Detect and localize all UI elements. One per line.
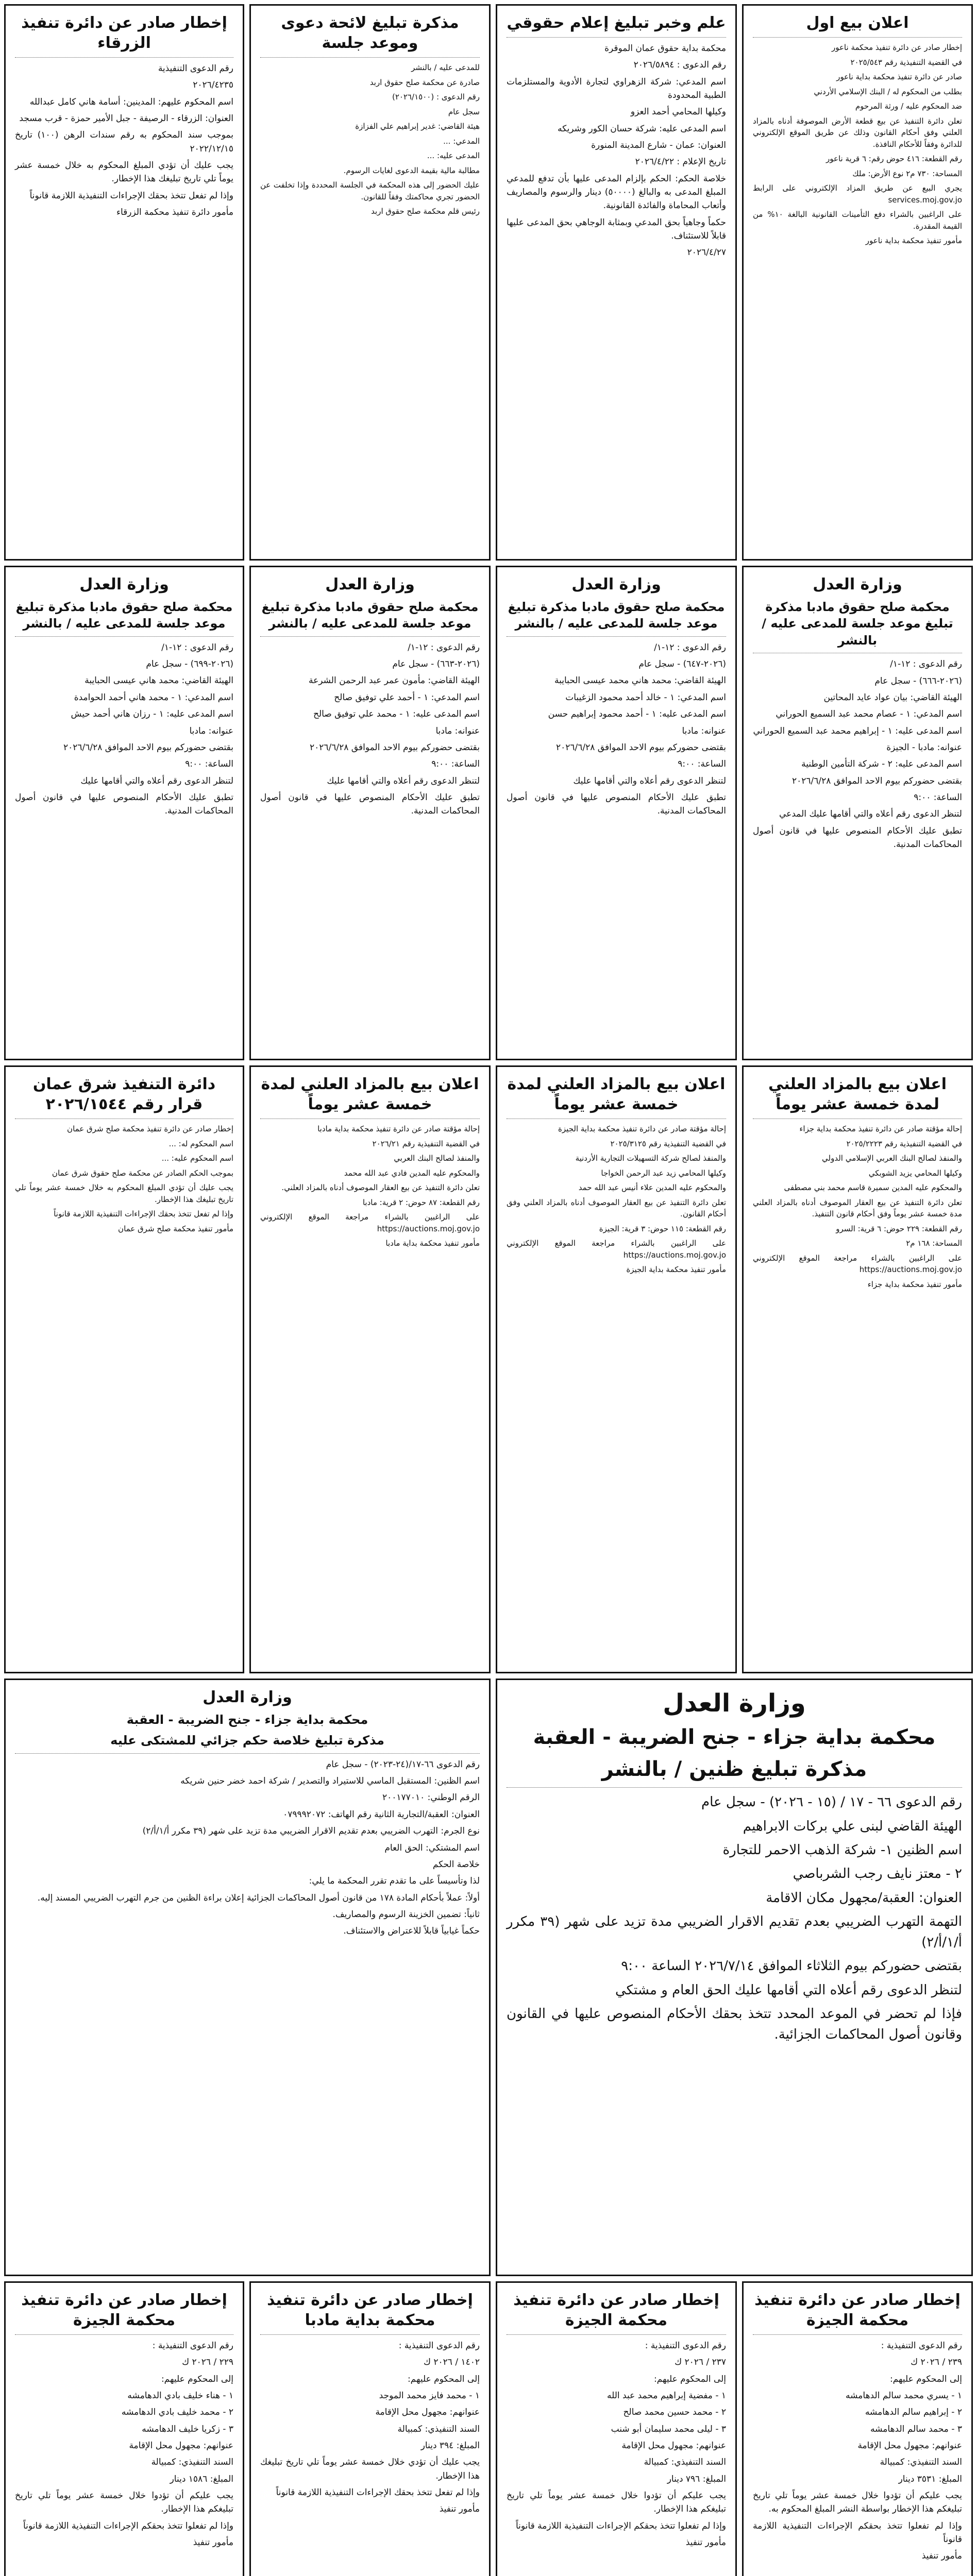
notice-line: ٣ - محمد سالم الدهامشه [870, 2424, 962, 2434]
notice-separator [15, 57, 233, 58]
notice-line: اسم المحكوم عليه: ... [161, 1154, 233, 1163]
notice-line: ٢٣٧ / ٢٠٢٦ ك [675, 2357, 726, 2368]
notice-line: رقم الدعوى : (٢٠٢٦/١٥٠٠) [392, 92, 480, 101]
notice-line: المبلغ: ٣٩٤ دينار [420, 2441, 480, 2451]
notice-subtitle: محكمة صلح حقوق مادبا مذكرة تبليغ موعد جلسة للمدعى عليه / بالنشر [261, 600, 479, 631]
notice-line: يجري البيع عن طريق المزاد الإلكتروني على الرابط services.moj.gov.jo [753, 183, 962, 205]
notice-line: ٣ - زكريا خليف الدهامشه [142, 2424, 233, 2434]
notice-line: رقم الدعوى التنفيذية : [398, 2341, 480, 2351]
notice-line: رقم الدعوى : ١٢-١/ [654, 642, 726, 653]
notice-line: وإذا لم تفعلوا تتخذ بحقكم الإجراءات التنفيذية اللازمة قانوناً [23, 2520, 233, 2531]
notice-line: العنوان: العقبة/مجهول مكان الاقامة [766, 1890, 962, 1906]
notice-line: الساعة: ٩:٠٠ [678, 759, 726, 770]
notice-line: مأمور تنفيذ [439, 2504, 480, 2515]
notice-line: ٢٠٢٦/٤/٢٧ [687, 247, 726, 258]
notice-title: اعلان بيع بالمزاد العلني لمدة خمسة عشر يوماً [768, 1075, 947, 1113]
notice-line: تعلن دائرة التنفيذ عن بيع العقار الموصوف أدناه بالمزاد العلني مدة خمسة عشر يوماً وفق أحكام قانون التنفيذ. [753, 1197, 962, 1218]
notice-line: رقم الدعوى : ١٢-١/ [161, 642, 233, 653]
notice-line: يجب عليك أن تؤدي المبلغ المحكوم به خلال خمسة عشر يوماً تلي تاريخ تبليغك هذا الإخطار. [15, 160, 233, 184]
notice-n4 [4, 4, 244, 561]
notice-n8 [4, 566, 244, 1060]
notice-separator [15, 636, 233, 637]
notice-line: ١٤٠٢ / ٢٠٢٦ ك [423, 2357, 480, 2368]
notice-separator [260, 2334, 480, 2335]
notice-line: بقتضى حضوركم بيوم الاحد الموافق ٢٠٢٦/٦/٢٨ [63, 742, 233, 753]
notice-line: الهيئة القاضي: محمد هاني عيسى الحبايبة [85, 675, 233, 686]
notice-separator [15, 1753, 480, 1754]
notice-line: اسم المحكوم له: ... [169, 1139, 233, 1148]
notice-line: السند التنفيذي: كمبيالة [880, 2457, 962, 2468]
notice-line: رقم القطعة: ٨٧ حوض: ٢ قرية: مادبا [362, 1197, 480, 1207]
notice-line: ثانياً: تضمين الخزينة الرسوم والمصاريف. [332, 1909, 480, 1920]
notice-separator [15, 1118, 233, 1119]
notice-line: والمحكوم عليه المدين فادي عبد الله محمد [344, 1168, 480, 1178]
notice-line: مأمور تنفيذ محكمة بداية الجيزة [626, 1265, 726, 1274]
notice-line: عنوانه: مادبا [682, 725, 726, 736]
notice-line: تطبق عليك الأحكام المنصوص عليها في قانون أصول المحاكمات المدنية. [753, 825, 962, 850]
notice-line: لتنظر الدعوى رقم أعلاه التي أقامها عليك الحق العام و مشتكي [615, 1982, 962, 1998]
notice-line: إخطار صادر عن دائرة تنفيذ محكمة صلح شرق عمان [67, 1124, 233, 1133]
notice-line: مأمور تنفيذ [685, 2537, 726, 2548]
notice-line: تعلن دائرة التنفيذ عن بيع العقار الموصوف أدناه بالمزاد العلني وفق أحكام القانون. [507, 1197, 726, 1218]
notice-line: العنوان: عمان - شارع المدينة المنورة [591, 140, 726, 151]
notice-line: (٢٠٢٦-٦٦٦) - سجل عام [874, 675, 962, 686]
notice-title: إخطار صادر عن دائرة تنفيذ محكمة الجيزة [754, 2291, 961, 2329]
notice-line: يجب عليك أن تؤدي المبلغ المحكوم به خلال خمسة عشر يوماً تلي تاريخ تبليغك هذا الإخطار. [15, 1183, 233, 1204]
notice-line: السند التنفيذي: كمبيالة [151, 2457, 233, 2468]
notice-line: وإذا لم تفعل تتخذ بحقك الإجراءات التنفيذية اللازمة قانوناً [276, 2487, 480, 2498]
notice-line: يجب عليكم أن تؤدوا خلال خمسة عشر يوماً تلي تاريخ تبليغكم هذا الإخطار بواسطة النشر المبلغ المحكوم به. [753, 2490, 962, 2515]
notice-line: والمحكوم عليه المدين سميرة قاسم محمد بني مصطفى [784, 1183, 962, 1192]
notice-line: تعلن دائرة التنفيذ عن بيع قطعة الأرض الموصوفة أدناه بالمزاد العلني وفق أحكام القانون وذلك عن طريق الموقع الإلكتروني للدائرة وفقاً للأحكام النافذة. [753, 116, 962, 149]
notice-subtitle: محكمة بداية جزاء - جنح الضريبة - العقبة [126, 1713, 368, 1727]
notice-n16 [496, 2281, 737, 2576]
notice-line: اسم المدعي: ١ - محمد هاني أحمد الحوامدة [74, 692, 233, 703]
notice-line: ٢٣٩ / ٢٠٢٦ ك [911, 2357, 962, 2368]
notice-separator [15, 2334, 233, 2335]
notice-line: عنوانه: مادبا [189, 725, 233, 736]
notice-line: أولاً: عملاً بأحكام المادة ١٧٨ من قانون أصول المحاكمات الجزائية إعلان براءة الظنين من جرم التهرب الضريبي المسند إليه. [37, 1892, 480, 1903]
notice-line: رقم القطعة: ١١٥ حوض: ٣ قرية: الجيزة [599, 1224, 726, 1233]
notice-n17 [249, 2281, 491, 2576]
notice-line: عنوانهم: مجهول محل الإقامة [621, 2441, 726, 2451]
notice-n7 [249, 566, 491, 1060]
notice-n18 [4, 2281, 244, 2576]
notice-line: اسم المشتكي: الحق العام [384, 1842, 480, 1853]
notice-line: ٣ - ليلى محمد سليمان أبو شنب [611, 2424, 726, 2434]
notice-line: ٢ - معتز نايف رجب الشرباصي [793, 1866, 962, 1882]
notice-line: إخطار صادر عن دائرة تنفيذ محكمة ناعور [831, 43, 962, 52]
notice-line: في القضية التنفيذية رقم ٢٠٢٥/٥٤٣ [850, 57, 962, 67]
notice-subtitle: محكمة بداية جزاء - جنح الضريبة - العقبة [533, 1725, 936, 1750]
notice-line: رقم القطعة: ٤١٦ حوض رقم: ٦ قرية ناعور [826, 154, 962, 163]
notice-line: وإذا لم تفعلوا تتخذ بحقكم الإجراءات التنفيذية اللازمة قانوناً [516, 2520, 726, 2531]
notice-line: رقم الدعوى التنفيذية [158, 63, 233, 74]
notice-line: نوع الجرم: التهرب الضريبي بعدم تقديم الاقرار الضريبي مدة تزيد على شهر (٣٩ مكرر أ/١/أ/٢) [142, 1826, 480, 1837]
notice-line: وإذا لم تفعل تتخذ بحقك الإجراءات التنفيذية اللازمة قانوناً [29, 190, 233, 201]
notice-line: وإذا لم تفعلوا تتخذ بحقكم الإجراءات التنفيذية اللازمة قانوناً [753, 2520, 962, 2545]
notice-subtitle: محكمة صلح حقوق مادبا مذكرة تبليغ موعد جلسة للمدعى عليه / بالنشر [762, 600, 953, 648]
notice-line: بموجب سند المحكوم به رقم سندات الرهن (١٠٠) تاريخ ٢٠٢٢/١٢/١٥ [15, 130, 233, 154]
notice-title: اعلان بيع اول [806, 14, 909, 32]
notice-line: رقم الدعوى ٦٦ - ١٧ / (١٥ - ٢٠٢٦) - سجل عام [701, 1794, 962, 1810]
notice-line: بقتضى حضوركم بيوم الاحد الموافق ٢٠٢٦/٦/٢٨ [556, 742, 726, 753]
notice-separator [753, 1118, 962, 1119]
notice-line: رقم الدعوى التنفيذية : [152, 2341, 233, 2351]
notice-line: حكماً غيابياً قابلاً للاعتراض والاستئناف. [343, 1926, 480, 1937]
notice-title: إخطار صادر عن دائرة تنفيذ محكمة الجيزة [513, 2291, 719, 2329]
notice-subtitle-2: مذكرة تبليغ ظنين / بالنشر [601, 1757, 867, 1782]
notice-line: (٢٠٢٦-٦٦٣) - سجل عام [392, 659, 480, 670]
notice-line: اسم المحكوم عليهم: المدينين: أسامة هاني كامل عبدالله [29, 96, 233, 107]
notice-line: مأمور تنفيذ محكمة بداية ناعور [865, 236, 962, 245]
notice-line: رقم الدعوى التنفيذية : [645, 2341, 726, 2351]
notice-line: يجب عليكم أن تؤدوا خلال خمسة عشر يوماً تلي تاريخ تبليغكم هذا الإخطار. [507, 2490, 726, 2515]
notice-line: الهيئة القاضي: محمد هاني محمد عيسى الحبايبة [554, 675, 726, 686]
notice-line: لذا وتأسيساً على ما تقدم تقرر المحكمة ما يلي: [309, 1876, 480, 1887]
notice-line: المساحة: ١٦٨ م٢ [906, 1239, 962, 1248]
notice-title: مذكرة تبليغ لائحة دعوى وموعد جلسة [281, 14, 459, 52]
notice-line: تطبق عليك الأحكام المنصوص عليها في قانون أصول المحاكمات المدنية. [15, 792, 233, 817]
notice-title: اعلان بيع بالمزاد العلني لمدة خمسة عشر يوماً [507, 1075, 726, 1113]
notice-title: وزارة العدل [663, 1689, 806, 1718]
notice-separator [753, 2334, 962, 2335]
notice-line: الساعة: ٩:٠٠ [431, 759, 480, 770]
notice-line: اسم المدعي: ١ - عصام محمد عبد السميع الحوراني [776, 709, 962, 720]
notice-n13 [496, 1679, 973, 2276]
notice-line: السند التنفيذي: كمبيالة [397, 2424, 480, 2434]
notice-line: المدعي: ... [443, 136, 480, 146]
notice-line: ٢٠٢٦/٤٢٣٥ [193, 80, 233, 91]
notice-line: الهيئة القاضي: بيان عواد عايد المحاتين [823, 692, 962, 703]
notice-line: والمنفذ لصالح البنك العربي [394, 1154, 480, 1163]
notice-line: مطالبة مالية بقيمة الدعوى لغايات الرسوم. [343, 165, 480, 175]
notice-line: للمدعى عليه / بالنشر [411, 63, 480, 72]
notice-n15 [742, 2281, 973, 2576]
notice-line: ٢ - محمد خليف بادي الدهامشه [121, 2407, 233, 2418]
notice-line: إلى المحكوم عليهم: [653, 2374, 726, 2384]
notice-line: ٢ - محمد حسين محمد صالح [623, 2407, 726, 2418]
notice-subtitle: محكمة صلح حقوق مادبا مذكرة تبليغ موعد جلسة للمدعى عليه / بالنشر [508, 600, 725, 631]
notice-line: إلى المحكوم عليهم: [161, 2374, 233, 2384]
notice-line: اسم المدعي: شركة الزهراوي لتجارة الأدوية والمستلزمات الطبية المحدودة [507, 76, 726, 101]
notice-line: ١ - هناء خليف بادي الدهامشه [127, 2391, 233, 2401]
notice-line: فإذا لم تحضر في الموعد المحدد تتخذ بحقك الأحكام المنصوص عليها في القانون وقانون أصول المحاكمات الجزائية. [507, 2006, 962, 2043]
notice-n14 [4, 1679, 491, 2276]
notice-line: إحالة مؤقتة صادر عن دائرة تنفيذ محكمة بداية مادبا [317, 1124, 480, 1133]
notice-line: ١ - محمد فايز محمد الموجد [379, 2391, 480, 2401]
notice-line: رقم الدعوى : ١٢-١/ [408, 642, 480, 653]
notice-line: هيئة القاضي: غدير إبراهيم علي الفزازة [355, 122, 480, 131]
notice-line: يجب عليكم أن تؤدوا خلال خمسة عشر يوماً تلي تاريخ تبليغكم هذا الإخطار. [15, 2490, 233, 2515]
notice-line: عليك الحضور إلى هذه المحكمة في الجلسة المحددة وإذا تخلفت عن الحضور تجري محاكمتك وفقاً للقانون. [260, 180, 480, 201]
notice-separator [260, 1118, 480, 1119]
notice-line: عنوانهم: مجهول محل الإقامة [857, 2441, 962, 2451]
notice-line: الساعة: ٩:٠٠ [185, 759, 233, 770]
notice-line: وكيلها المحامي يزيد الشوبكي [868, 1168, 962, 1178]
notice-line: بقتضى حضوركم بيوم الثلاثاء الموافق ٢٠٢٦/٧/١٤ الساعة ٩:٠٠ [621, 1958, 962, 1974]
notice-line: ١ - مفضية إبراهيم محمد عبد الله [607, 2391, 726, 2401]
notice-n10 [496, 1065, 737, 1673]
notice-line: بموجب الحكم الصادر عن محكمة صلح حقوق شرق عمان [52, 1168, 233, 1178]
notice-line: اسم المدعى عليه: ٢ - شركة التأمين الوطنية [801, 759, 962, 770]
notice-line: حكماً وجاهياً بحق المدعي وبمثابة الوجاهي بحق المدعى عليها قابلاً للاستئناف. [507, 217, 726, 242]
notice-line: تاريخ الإعلام : ٢٠٢٦/٤/٢٢ [635, 157, 726, 167]
notice-line: في القضية التنفيذية رقم ٢٠٢٦/٢١ [372, 1139, 480, 1148]
notice-line: المساحة: ٧٣٠ م٢ نوع الأرض: ملك [852, 168, 962, 178]
notice-separator [260, 57, 480, 58]
notice-separator [507, 37, 726, 38]
notice-line: عنوانه: مادبا [435, 725, 480, 736]
notice-line: الساعة: ٩:٠٠ [914, 792, 962, 803]
notice-title: إخطار صادر عن دائرة تنفيذ محكمة بداية مادبا [267, 2291, 473, 2329]
notice-line: مأمور دائرة تنفيذ محكمة الزرقاء [116, 207, 233, 218]
notice-line: رقم الدعوى ٦٦-١٧/(٢٤-٢٠٢٣) - سجل عام [326, 1759, 480, 1770]
notice-line: إلى المحكوم عليهم: [889, 2374, 962, 2384]
notice-line: إحالة مؤقتة صادر عن دائرة تنفيذ محكمة بداية الجيزة [558, 1124, 726, 1133]
notice-title: دائرة التنفيذ شرق عمان قرار رقم ٢٠٢٦/١٥٤٤ [32, 1075, 216, 1113]
notice-title: اعلان بيع بالمزاد العلني لمدة خمسة عشر يوماً [261, 1075, 479, 1113]
notice-line: رقم القطعة: ٢٢٩ حوض: ٦ قرية: السرو [836, 1224, 962, 1233]
notice-subtitle: محكمة صلح حقوق مادبا مذكرة تبليغ موعد جلسة للمدعى عليه / بالنشر [15, 600, 233, 631]
notice-line: رقم الدعوى : ٢٠٢٦/٥٨٩٤ [633, 60, 726, 71]
notice-n6 [496, 566, 737, 1060]
notice-line: مأمور تنفيذ [193, 2537, 233, 2548]
notice-n12 [4, 1065, 244, 1673]
notice-line: رئيس قلم محكمة صلح حقوق اربد [371, 207, 480, 216]
notice-title: إخطار صادر عن دائرة تنفيذ محكمة الجيزة [21, 2291, 227, 2329]
notice-separator [507, 1787, 962, 1788]
notice-line: لتنظر الدعوى رقم أعلاه والتي أقامها عليك [327, 775, 480, 786]
notice-line: العنوان: الزرقاء - الرصيفة - جبل الأمير حمزة - قرب مسجد [19, 113, 233, 124]
notice-line: مأمور تنفيذ محكمة بداية مادبا [385, 1239, 480, 1248]
notice-line: على الراغبين بالشراء مراجعة الموقع الإلكتروني https://auctions.moj.gov.jo [507, 1239, 726, 1260]
notice-line: والمحكوم عليه المدين علاء أنيس عبد الله حمد [578, 1183, 726, 1192]
notice-separator [507, 1118, 726, 1119]
notice-title: وزارة العدل [813, 575, 902, 594]
notice-line: إحالة مؤقتة صادر عن دائرة تنفيذ محكمة بداية جزاء [799, 1124, 962, 1133]
notice-separator [753, 37, 962, 38]
notice-line: السند التنفيذي: كمبيالة [644, 2457, 726, 2468]
notice-line: رقم الدعوى التنفيذية : [881, 2341, 962, 2351]
notice-line: اسم الظنين ١- شركة الذهب الاحمر للتجارة [722, 1842, 962, 1858]
notice-line: مأمور تنفيذ محكمة صلح شرق عمان [118, 1224, 233, 1233]
notice-line: سجل عام [448, 107, 480, 116]
notice-line: على الراغبين بالشراء مراجعة الموقع الإلكتروني https://auctions.moj.gov.jo [753, 1253, 962, 1274]
notice-title: وزارة العدل [571, 575, 661, 594]
notice-line: والمنفذ لصالح شركة التسهيلات التجارية الأردنية [575, 1154, 726, 1163]
notice-line: اسم المدعى عليه: ١ - إبراهيم محمد عبد السميع الحوراني [753, 725, 962, 736]
notice-title: وزارة العدل [325, 575, 415, 594]
notice-line: ٢٢٩ / ٢٠٢٦ ك [182, 2357, 233, 2368]
notice-title: وزارة العدل [203, 1688, 292, 1706]
notice-line: عنوانهم: مجهول محل الإقامة [375, 2407, 480, 2418]
notice-line: الهيئة القاضي لبنى علي بركات الابراهيم [743, 1818, 962, 1834]
notice-n9 [742, 1065, 973, 1673]
notice-n11 [249, 1065, 491, 1673]
notice-separator [260, 636, 480, 637]
notice-line: اسم المدعي: ١ - أحمد علي توفيق صالح [334, 692, 480, 703]
notice-line: اسم الظنين: المستقبل الماسي للاستيراد والتصدير / شركة احمد خضر حنين شريكه [180, 1776, 480, 1787]
notice-line: على الراغبين بالشراء دفع التأمينات القانونية البالغة ١٠% من القيمة المقدرة. [753, 210, 962, 231]
notice-line: رقم الدعوى : ١٢-١/ [890, 659, 962, 670]
notice-line: إلى المحكوم عليهم: [407, 2374, 480, 2384]
notice-line: اسم المدعى عليه: ١ - رزان هاني أحمد حيش [71, 709, 233, 720]
notice-line: مأمور تنفيذ محكمة بداية جزاء [867, 1279, 962, 1289]
notice-line: المبلغ: ٣٥٣١ دينار [898, 2473, 962, 2484]
notice-line: صادرة عن محكمة صلح حقوق اربد [369, 77, 480, 87]
notice-title: وزارة العدل [79, 575, 169, 594]
notice-line: وإذا لم تفعل تتخذ بحقك الإجراءات التنفيذية اللازمة قانوناً [54, 1209, 233, 1218]
notice-line: بقتضى حضوركم بيوم الاحد الموافق ٢٠٢٦/٦/٢٨ [310, 742, 480, 753]
notice-separator [507, 636, 726, 637]
notice-separator [507, 2334, 726, 2335]
notice-line: التهمة التهرب الضريبي بعدم تقديم الاقرار الضريبي مدة تزيد على شهر (٣٩ مكرر أ/١/أ/٢) [507, 1913, 962, 1951]
notice-line: بقتضى حضوركم بيوم الاحد الموافق ٢٠٢٦/٦/٢٨ [792, 775, 962, 786]
notice-n3 [249, 4, 491, 561]
notice-line: صادر عن دائرة تنفيذ محكمة بداية ناعور [836, 72, 962, 81]
notice-line: لتنظر الدعوى رقم أعلاه والتي أقامها عليك المدعي [779, 809, 962, 820]
notice-line: خلاصة الحكم [432, 1859, 480, 1870]
notice-line: ضد المحكوم عليه / ورثة المرحوم [855, 101, 962, 111]
notice-line: مأمور تنفيذ [921, 2551, 962, 2562]
notice-line: العنوان: العقبة/التجارية الثانية رقم الهاتف: ٠٧٩٩٩٢٠٧٢ [283, 1809, 480, 1820]
notice-line: الرقم الوطني: ٢٠٠١٧٧٠١٠ [382, 1792, 480, 1803]
notice-n1 [742, 4, 973, 561]
notice-title: علم وخبر تبليغ إعلام حقوقي [507, 14, 726, 32]
notice-line: تطبق عليك الأحكام المنصوص عليها في قانون أصول المحاكمات المدنية. [260, 792, 480, 817]
notice-n5 [742, 566, 973, 1060]
notice-line: وكيلها المحامي أحمد العزو [630, 107, 726, 117]
notice-line: لتنظر الدعوى رقم أعلاه والتي أقامها عليك [573, 775, 726, 786]
notice-line: اسم المدعى عليه: ١ - أحمد محمود إبراهيم حسن [548, 709, 726, 720]
notice-line: تعلن دائرة التنفيذ عن بيع العقار الموصوف أدناه بالمزاد العلني. [281, 1183, 480, 1192]
notice-line: في القضية التنفيذية رقم ٢٠٢٥/٣١٢٥ [610, 1139, 726, 1148]
notice-line: تطبق عليك الأحكام المنصوص عليها في قانون أصول المحاكمات المدنية. [507, 792, 726, 817]
notice-line: اسم المدعى عليه: ١ - محمد علي توفيق صالح [313, 709, 480, 720]
notice-line: المبلغ: ٧٩٦ دينار [667, 2473, 726, 2484]
notice-line: على الراغبين بالشراء مراجعة الموقع الإلكتروني https://auctions.moj.gov.jo [260, 1212, 480, 1233]
notice-line: اسم المدعي: ١ - خالد أحمد محمود الزغيبات [565, 692, 726, 703]
notice-line: والمنفذ لصالح البنك العربي الإسلامي الدولي [822, 1154, 962, 1163]
notice-line: ١ - يسري محمد سالم الدهامشه [846, 2391, 962, 2401]
notice-line: عنوانه: مادبا - الجيزة [886, 742, 962, 753]
notice-line: في القضية التنفيذية رقم ٢٠٢٥/٢٢٢٣ [846, 1139, 962, 1148]
notice-line: وكيلها المحامي زيد عبد الرحمن الخواجا [601, 1168, 726, 1178]
notice-line: (٢٠٢٦-٦٩٩) - سجل عام [146, 659, 233, 670]
notice-line: بطلب من المحكوم له / البنك الإسلامي الأردني [814, 87, 962, 96]
notice-line: المبلغ: ١٥٨٦ دينار [170, 2473, 233, 2484]
notice-line: اسم المدعى عليه: شركة حسان الكور وشريكه [558, 123, 726, 134]
notice-title: إخطار صادر عن دائرة تنفيذ الزرقاء [21, 14, 227, 52]
notice-n2 [496, 4, 737, 561]
notice-line: ٢ - إبراهيم سالم الدهامشه [865, 2407, 962, 2418]
notice-line: الهيئة القاضي: مأمون عمر عبد الرحمن الشرعة [308, 675, 480, 686]
notice-line: المدعى عليه: ... [427, 151, 480, 160]
notice-line: لتنظر الدعوى رقم أعلاه والتي أقامها عليك [80, 775, 233, 786]
notice-subtitle-2: مذكرة تبليغ خلاصة حكم جزائي للمشتكى عليه [110, 1733, 384, 1748]
notice-line: (٢٠٢٦-٦٤٧) - سجل عام [638, 659, 726, 670]
notice-line: محكمة بداية حقوق عمان الموقرة [604, 43, 726, 54]
notice-line: خلاصة الحكم: الحكم بإلزام المدعى عليها بأن تدفع للمدعي المبلغ المدعى به والبالغ (٥٠٠٠٠) دينار والرسوم والمصاريف وأتعاب المحاماة والفائدة القانونية. [507, 173, 726, 211]
notice-line: يجب عليك أن تؤدي خلال خمسة عشر يوماً تلي تاريخ تبليغك هذا الإخطار. [260, 2457, 480, 2481]
notice-line: عنوانهم: مجهول محل الإقامة [129, 2441, 233, 2451]
